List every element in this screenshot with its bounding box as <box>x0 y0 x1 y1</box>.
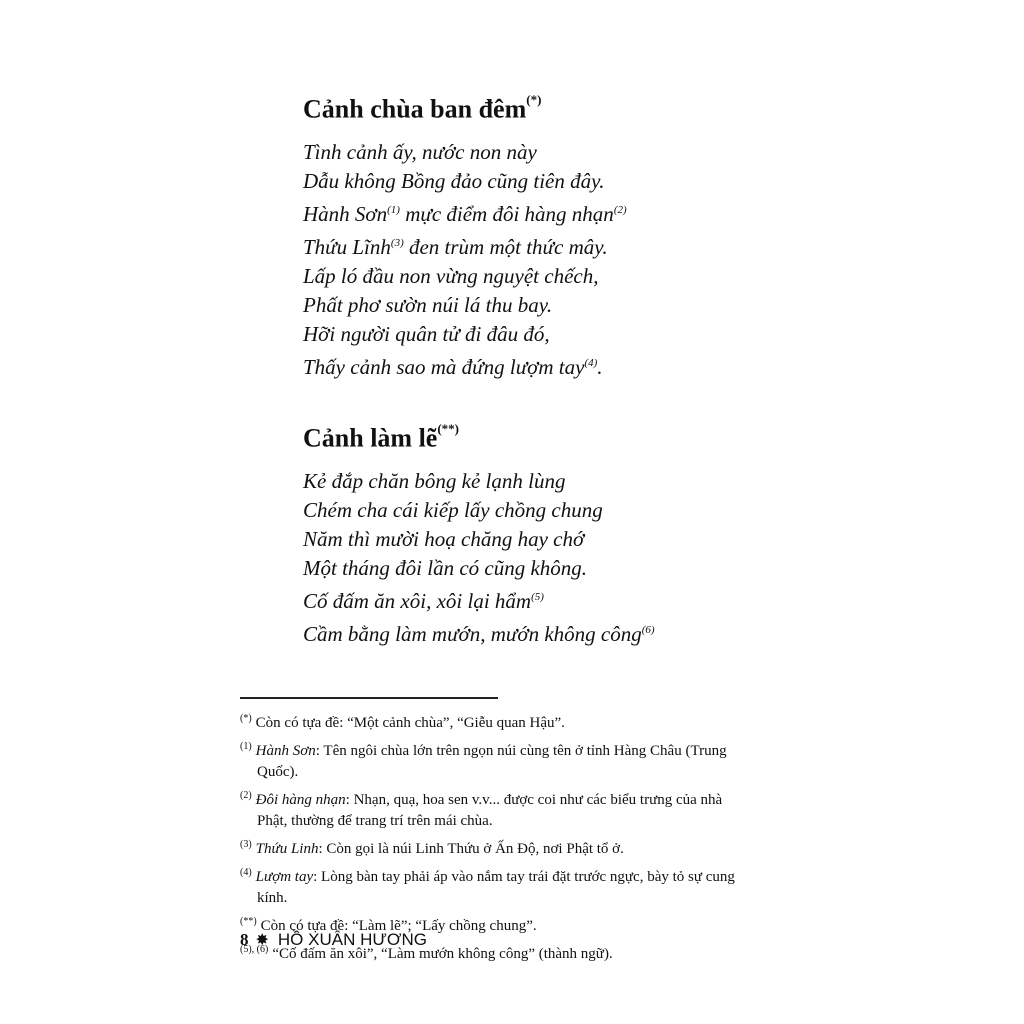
verse-line: Năm thì mười hoạ chăng hay chớ <box>303 526 585 551</box>
poem-title-text: Cảnh làm lẽ <box>303 423 438 453</box>
verse-line: Lấp ló đầu non vừng nguyệt chếch, <box>303 263 599 288</box>
book-title: HỒ XUÂN HƯƠNG <box>277 930 427 949</box>
page-number: 8 <box>240 930 249 949</box>
poem-title <box>303 88 627 126</box>
footnote-marker: (*) <box>526 92 542 107</box>
footnote-marker: (5) <box>531 590 544 603</box>
footnote-item: $^{(5), (6)}$ “Cố đấm ăn xôi”, “Làm mướn không công” (thành ngữ). <box>240 944 613 962</box>
verse-line: Thứu Lĩnh$^{(3)}$ đen trùm một thức mây. <box>303 234 608 259</box>
verse-line: Hành Sơn$^{(1)}$ mực điểm đôi hàng nhạn$^{(2)}$ <box>303 201 627 226</box>
poem-title <box>303 417 655 455</box>
footnote-marker: (6) <box>641 623 655 636</box>
star-icon: ✸ <box>255 932 269 949</box>
footnote-item: $^{(2)}$ Đôi hàng nhạn: Nhạn, quạ, hoa sen v.v... được coi như các biểu trưng của nhà Phật, thường để trang trí trên mái chùa. <box>240 790 723 829</box>
footnote-divider <box>240 697 498 699</box>
footnote-marker: (2) <box>613 203 627 216</box>
footnote-marker: (**) <box>437 421 460 436</box>
verse-line: Hỡi người quân tử đi đâu đó, <box>303 321 550 346</box>
footnote-marker: (1) <box>387 203 400 216</box>
verse-line: Dẫu không Bồng đảo cũng tiên đây. <box>303 168 605 193</box>
verse-line: Một tháng đôi lần có cũng không. <box>303 555 588 580</box>
page-footer <box>240 930 427 950</box>
verse-line: Tình cảnh ấy, nước non này <box>303 139 537 164</box>
verse-line: Phất phơ sườn núi lá thu bay. <box>303 292 553 317</box>
footnote-marker: (4) <box>584 356 598 369</box>
verse-line: Cố đấm ăn xôi, xôi lại hẩm$^{(5)}$ <box>303 588 544 613</box>
poem-canh-lam-le <box>303 417 655 649</box>
poem-canh-chua-ban-dem <box>303 88 627 382</box>
verse-line: Cầm bằng làm mướn, mướn không công$^{(6)}$ <box>303 621 655 646</box>
footnote-item: $^{(3)}$ Thứu Linh: Còn gọi là núi Linh Thứu ở Ấn Độ, nơi Phật tổ ở. <box>240 839 624 857</box>
verse-line: Chém cha cái kiếp lấy chồng chung <box>303 497 603 522</box>
footnote-item: (*) Còn có tựa đề: “Một cảnh chùa”, “Giễu quan Hậu”. <box>240 713 565 731</box>
poem-title-text: Cảnh chùa ban đêm <box>303 94 527 124</box>
footnote-item: (**) Còn có tựa đề: “Làm lẽ”; “Lấy chồng chung”. <box>240 916 537 934</box>
footnotes <box>240 708 750 967</box>
footnote-marker: (3) <box>390 236 404 249</box>
verse-line: Thấy cảnh sao mà đứng lượm tay$^{(4)}$. <box>303 354 603 379</box>
footnote-item: $^{(1)}$ Hành Sơn: Tên ngôi chùa lớn trên ngọn núi cùng tên ở tỉnh Hàng Châu (Trung Quốc). <box>240 741 727 780</box>
footnote-item: $^{(4)}$ Lượm tay: Lòng bàn tay phải áp vào nắm tay trái đặt trước ngực, bày tỏ sự cung kính. <box>240 867 735 906</box>
verse-line: Kẻ đắp chăn bông kẻ lạnh lùng <box>303 468 566 493</box>
